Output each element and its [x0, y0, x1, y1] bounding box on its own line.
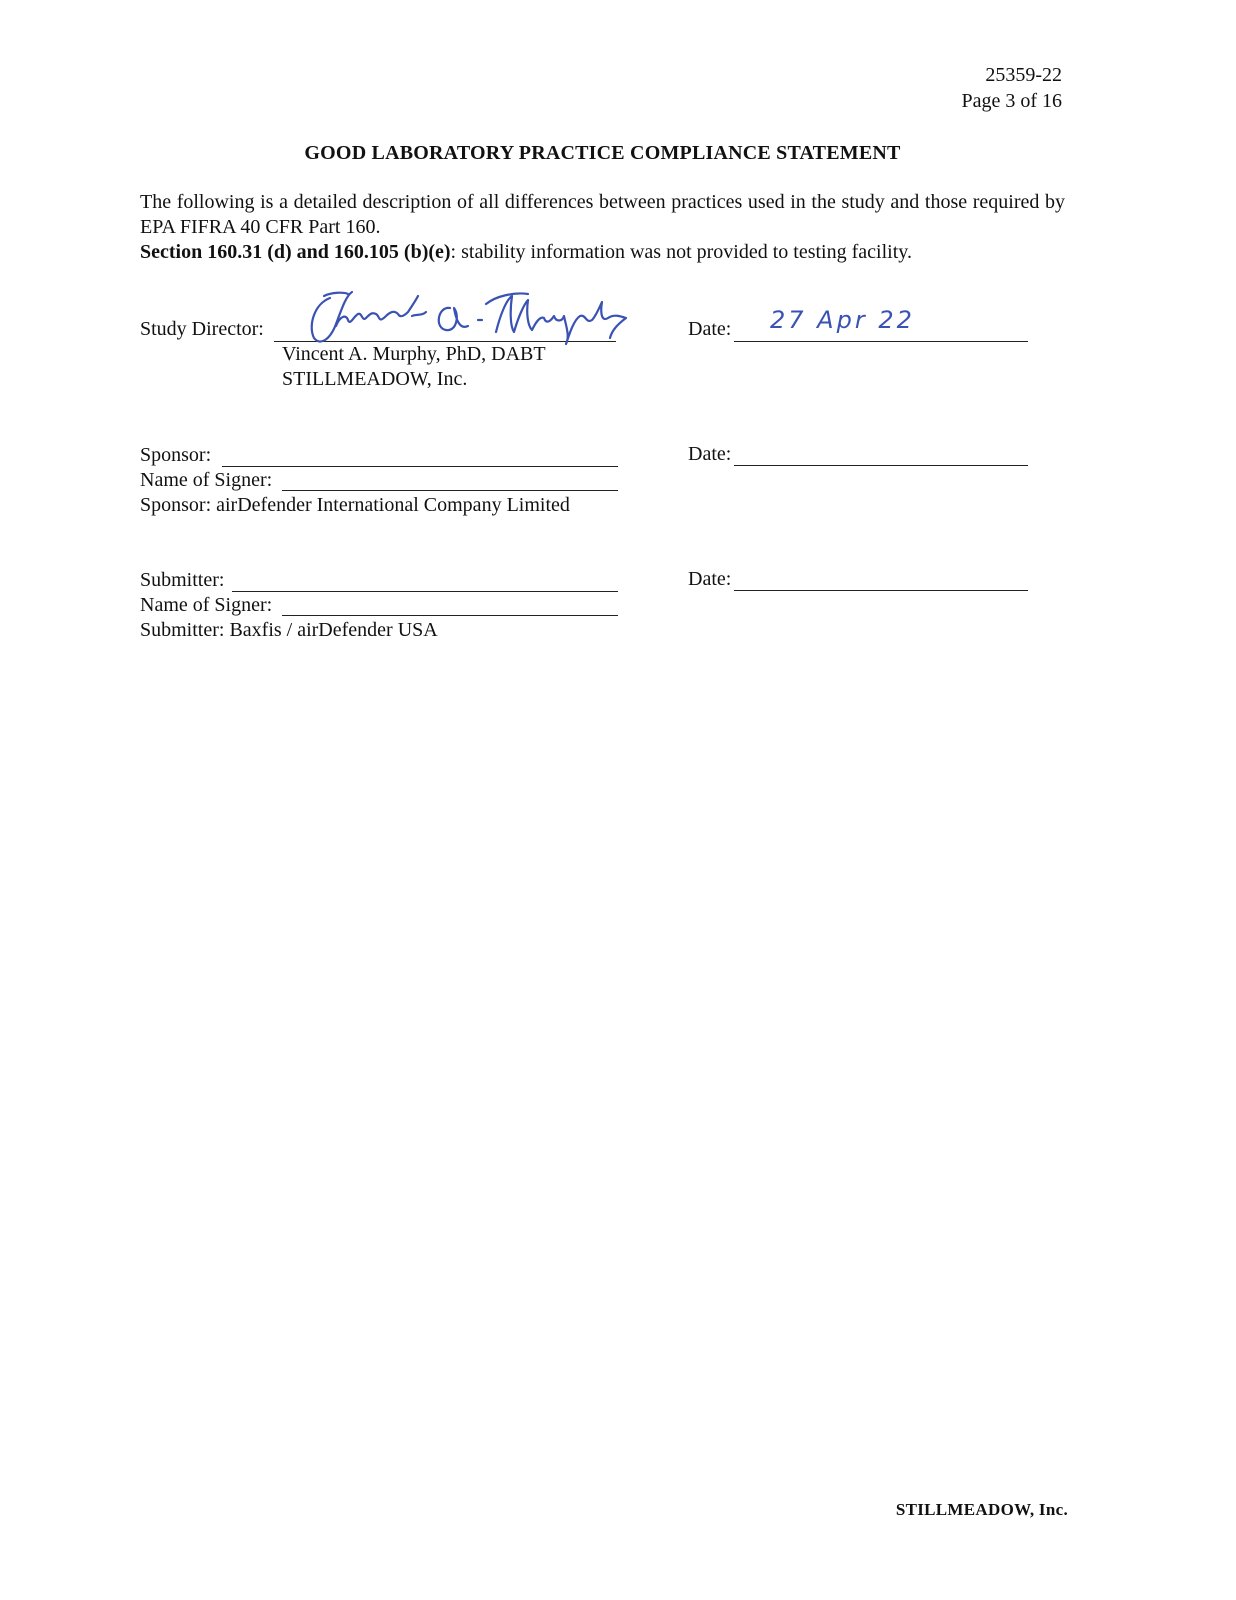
study-director-label: Study Director: — [140, 318, 264, 340]
study-director-date-line — [734, 341, 1028, 342]
submitter-label: Submitter: — [140, 569, 225, 591]
footer-company: STILLMEADOW, Inc. — [895, 1500, 1068, 1519]
submitter-date-line — [734, 590, 1028, 591]
sponsor-date-label: Date: — [688, 443, 732, 465]
signature-text: Vincent A. Murphy — [300, 286, 308, 287]
sponsor-label: Sponsor: — [140, 444, 212, 466]
section-text: : stability information was not provided to testing facility. — [450, 241, 912, 263]
submitter-name-of-signer-label: Name of Signer: — [140, 594, 273, 616]
document-number: 25359-22 — [985, 64, 1062, 86]
intro-text: The following is a detailed description of all differences between practices used in the study and those required by EPA FIFRA 40 CFR Part 160. — [140, 191, 1065, 238]
section-reference: Section 160.31 (d) and 160.105 (b)(e) — [140, 241, 451, 263]
submitter-name-line — [282, 615, 618, 616]
study-director-date-label: Date: — [688, 318, 732, 340]
submitter-signature-line — [232, 591, 618, 592]
study-director-date-value: 27 Apr 22 — [770, 306, 915, 334]
submitter-organization: Submitter: Baxfis / airDefender USA — [140, 619, 438, 641]
page-number: Page 3 of 16 — [961, 90, 1062, 112]
sponsor-date-line — [734, 465, 1028, 466]
submitter-date-label: Date: — [688, 568, 732, 590]
sponsor-signature-line — [222, 466, 618, 467]
sponsor-organization: Sponsor: airDefender International Company Limited — [140, 494, 570, 516]
intro-paragraph — [140, 190, 1065, 265]
section-statement — [140, 240, 1065, 265]
sponsor-name-of-signer-label: Name of Signer: — [140, 469, 273, 491]
sponsor-name-line — [282, 490, 618, 491]
page-title: GOOD LABORATORY PRACTICE COMPLIANCE STATEMENT — [304, 142, 901, 164]
study-director-name: Vincent A. Murphy, PhD, DABT — [282, 343, 546, 365]
study-director-company: STILLMEADOW, Inc. — [282, 368, 468, 390]
